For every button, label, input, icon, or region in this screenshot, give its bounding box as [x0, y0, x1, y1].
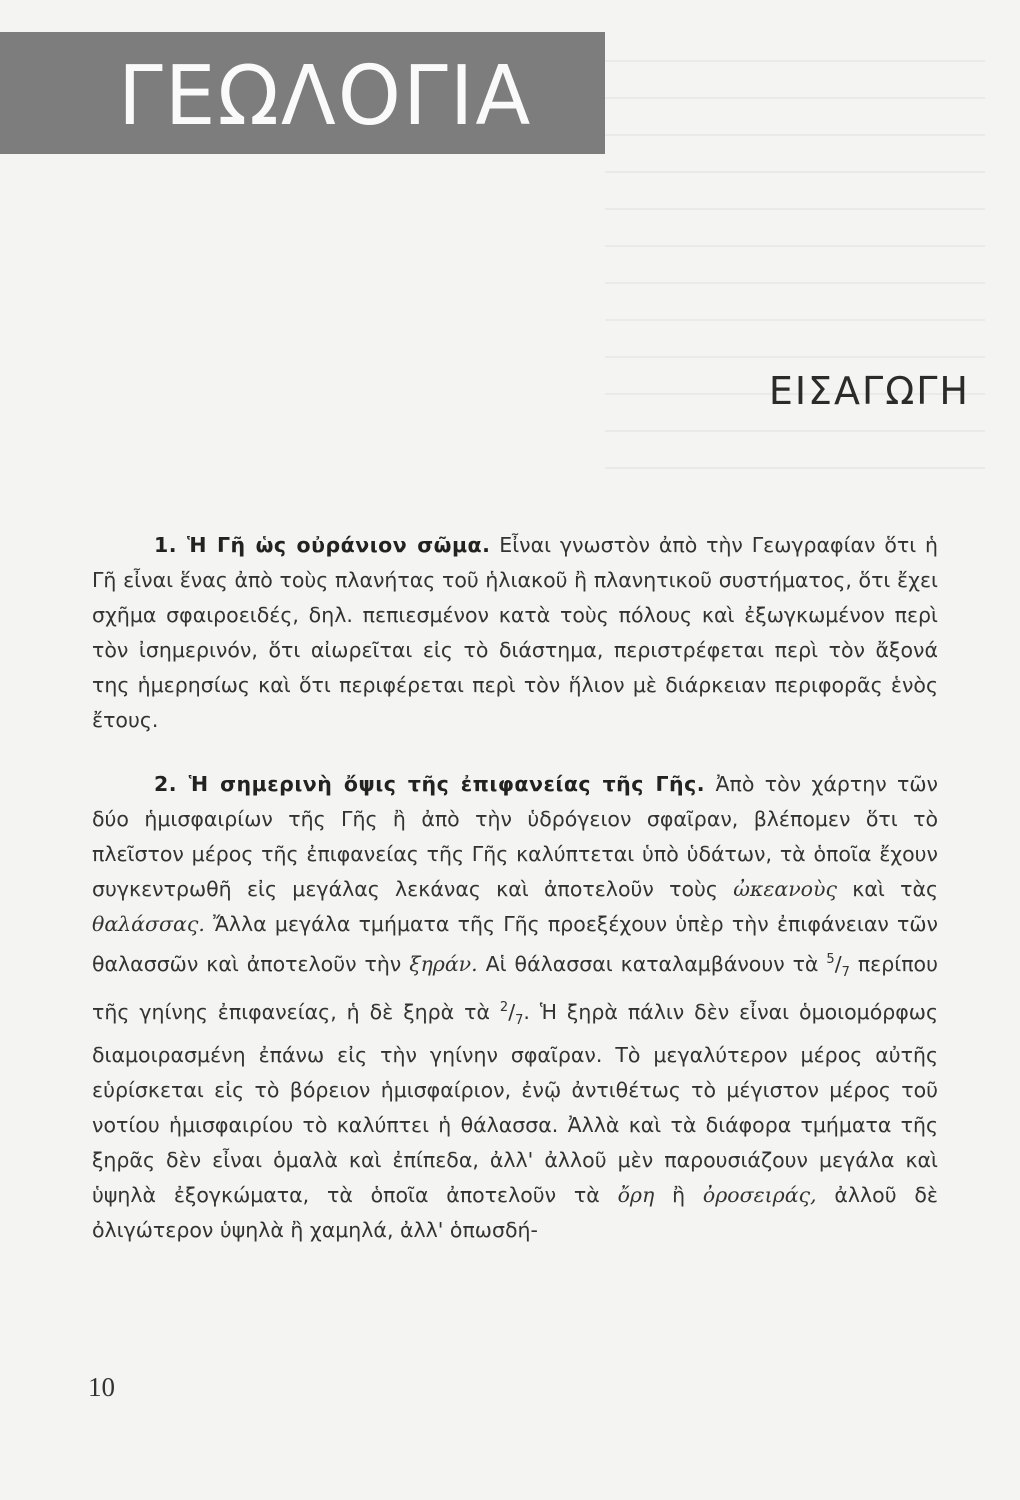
paragraph-heading: 1. Ἡ Γῆ ὡς οὐράνιον σῶμα. — [154, 533, 491, 557]
page-number: 10 — [88, 1372, 115, 1402]
paragraph-text: περίπου τῆς γηίνης ἐπιφανείας, ἡ δὲ ξηρὰ τὰ — [92, 951, 938, 1024]
paragraph-text: καὶ τὰς — [852, 877, 939, 901]
section-heading: ΕΙΣΑΓΩΓΗ — [768, 369, 970, 413]
fraction-numerator: 2 — [499, 999, 509, 1015]
paragraph-text: Εἶναι γνωστὸν ἀπὸ τὴν Γεωγραφίαν ὅτι ἡ Γῆ εἶναι ἕνας ἀπὸ τοὺς πλανήτας τοῦ ἡλιακοῦ ἢ πλανητικοῦ συστήματος, ὅτι ἔχει σχῆμα σφαιροειδές, δηλ. πεπιεσμένον κατὰ τοὺς πόλους καὶ ἐξωγκωμένον περὶ τὸν ἰσημερινόν, ὅτι αἰωρεῖται εἰς τὸ διάστημα, περιστρέφεται περὶ τὸν ἄξονά της ἡμερησίως καὶ ὅτι περιφέρεται περὶ τὸν ἥλιον μὲ διάρκειαν περιφορᾶς ἑνὸς ἔτους. — [92, 533, 938, 732]
paragraph-2 — [92, 767, 938, 1248]
italic-term: ὄρη — [617, 1182, 655, 1207]
italic-term: θαλάσσας. — [92, 912, 205, 936]
paragraph-text: . Ἡ ξηρὰ πάλιν δὲν εἶναι ὁμοιομόρφως διαμοιρασμένη ἐπάνω εἰς τὴν γηίνην σφαῖραν. Τὸ μεγαλύτερον μέρος αὐτῆς εὑρίσκεται εἰς τὸ βόρειον ἡμισφαίριον, ἐνῷ ἀντιθέτως τὸ μέγιστον μέρος τοῦ νοτίου ἡμισφαιρίου τὸ καλύπτει ἡ θάλασσα. Ἀλλὰ καὶ τὰ διάφορα τμήματα τῆς ξηρᾶς δὲν εἶναι ὁμαλὰ καὶ ἐπίπεδα, ἀλλ' ἀλλοῦ μὲν παρουσιάζουν μεγάλα καὶ ὑψηλὰ ἐξογκώματα, τὰ ὁποῖα ἀποτελοῦν τὰ — [92, 999, 938, 1207]
italic-term: ὀροσειράς, — [702, 1182, 817, 1207]
fraction: $^5/_7$ — [826, 951, 850, 980]
paragraph-text: Ἀπὸ τὸν χάρτην τῶν δύο ἡμισφαιρίων τῆς Γῆς ἢ ἀπὸ τὴν ὑδρόγειον σφαῖραν, βλέπομεν ὅτι τὸ πλεῖστον μέρος τῆς ἐπιφανείας τῆς Γῆς καλύπτεται ὑπὸ ὑδάτων, τὰ ὁποῖα ἔχουν συγκεντρωθῆ εἰς μεγάλας λεκάνας καὶ ἀποτελοῦν τοὺς — [92, 772, 939, 901]
paragraph-1 — [92, 528, 938, 738]
page-title: ΓΕΩΛΟΓΙΑ — [118, 49, 533, 144]
paragraph-text: ἢ — [672, 1182, 686, 1207]
italic-term: ξηράν. — [409, 951, 478, 976]
fraction-numerator: 5 — [826, 952, 835, 967]
paragraph-text: ἀλλοῦ δὲ ὀλιγώτερον ὑψηλὰ ἢ χαμηλά, ἀλλ' ὁπωσδή- — [92, 1182, 938, 1242]
paragraph-heading: 2. Ἡ σημερινὴ ὄψις τῆς ἐπιφανείας τῆς Γῆς. — [154, 772, 706, 796]
italic-term: ὠκεανοὺς — [733, 877, 837, 901]
bleed-through-text — [605, 60, 985, 500]
body-text — [92, 528, 938, 1248]
fraction: $^2/_7$ — [499, 999, 524, 1028]
paragraph-text: Αἱ θάλασσαι καταλαμβάνουν τὰ — [485, 951, 819, 976]
paragraph-text: Ἄλλα μεγάλα τμήματα τῆς Γῆς προεξέχουν ὑπὲρ τὴν ἐπιφάνειαν τῶν θαλασσῶν καὶ ἀποτελοῦν τὴν — [92, 912, 938, 976]
fraction-denominator: 7 — [515, 1012, 524, 1028]
fraction-denominator: 7 — [841, 964, 850, 980]
